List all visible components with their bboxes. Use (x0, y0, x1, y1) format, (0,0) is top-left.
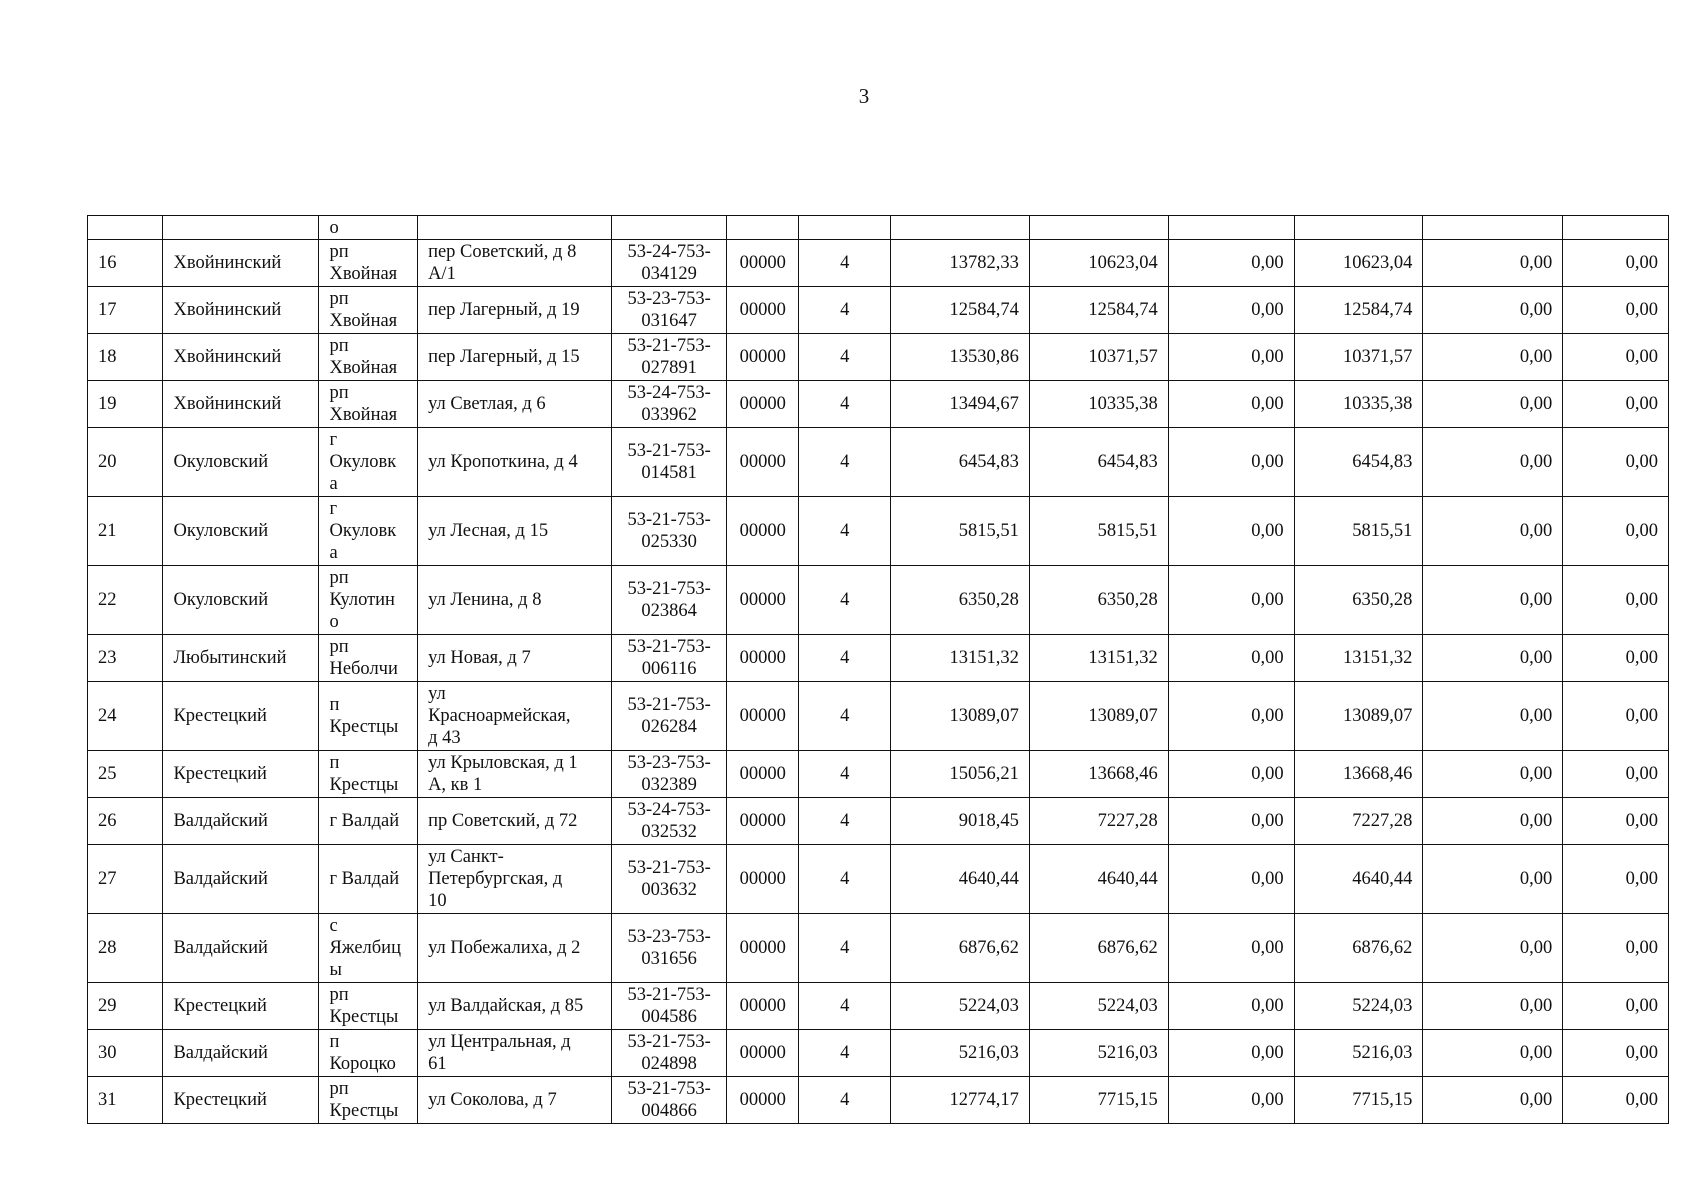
street-cell: ул Новая, д 7 (418, 635, 612, 682)
table-row (88, 682, 1669, 751)
row-number-cell: 19 (88, 381, 163, 428)
housing-table (87, 215, 1669, 1124)
amount-cell-3: 0,00 (1168, 428, 1294, 497)
amount-cell-6: 0,00 (1563, 497, 1669, 566)
table-row (88, 287, 1669, 334)
locality-cell: рп Крестцы (319, 1077, 418, 1124)
cadastral-number-cell: 53-21-753- 004586 (612, 983, 727, 1030)
row-number-cell: 16 (88, 240, 163, 287)
amount-cell-2: 13151,32 (1029, 635, 1168, 682)
street-cell: ул Ленина, д 8 (418, 566, 612, 635)
table-row (88, 1030, 1669, 1077)
cadastral-number-cell: 53-21-753- 003632 (612, 845, 727, 914)
row-number-cell: 26 (88, 798, 163, 845)
street-cell: пер Лагерный, д 15 (418, 334, 612, 381)
district-cell: Крестецкий (163, 751, 319, 798)
amount-cell-2: 10371,57 (1029, 334, 1168, 381)
amount-cell-1: 13151,32 (891, 635, 1030, 682)
amount-cell-4: 12584,74 (1294, 287, 1423, 334)
street-cell: ул Лесная, д 15 (418, 497, 612, 566)
amount-cell-1: 13530,86 (891, 334, 1030, 381)
amount-cell-2: 10335,38 (1029, 381, 1168, 428)
row-number-cell: 28 (88, 914, 163, 983)
category-cell: 4 (799, 635, 891, 682)
code-cell: 00000 (727, 497, 799, 566)
amount-cell-4: 10623,04 (1294, 240, 1423, 287)
cadastral-number-cell: 53-21-753- 004866 (612, 1077, 727, 1124)
category-cell: 4 (799, 983, 891, 1030)
row-number-cell: 21 (88, 497, 163, 566)
street-cell: ул Санкт- Петербургская, д 10 (418, 845, 612, 914)
amount-cell-3: 0,00 (1168, 682, 1294, 751)
amount-cell-5: 0,00 (1423, 845, 1563, 914)
amount-cell-5: 0,00 (1423, 1030, 1563, 1077)
amount-cell-2: 5216,03 (1029, 1030, 1168, 1077)
code-cell: 00000 (727, 428, 799, 497)
category-cell: 4 (799, 287, 891, 334)
district-cell: Хвойнинский (163, 240, 319, 287)
amount-cell-1: 4640,44 (891, 845, 1030, 914)
amount-cell-3: 0,00 (1168, 751, 1294, 798)
amount-cell-1: 6454,83 (891, 428, 1030, 497)
category-cell: 4 (799, 428, 891, 497)
amount-cell-1: 9018,45 (891, 798, 1030, 845)
cadastral-number-cell: 53-24-753- 034129 (612, 240, 727, 287)
amount-cell-5: 0,00 (1423, 428, 1563, 497)
amount-cell-1: 5216,03 (891, 1030, 1030, 1077)
locality-cell: г Окуловк а (319, 497, 418, 566)
street-cell: ул Красноармейская, д 43 (418, 682, 612, 751)
amount-cell-5: 0,00 (1423, 381, 1563, 428)
locality-cell: рп Неболчи (319, 635, 418, 682)
category-cell: 4 (799, 1077, 891, 1124)
amount-cell-4: 13668,46 (1294, 751, 1423, 798)
category-cell: 4 (799, 1030, 891, 1077)
amount-cell-4: 5224,03 (1294, 983, 1423, 1030)
amount-cell-3: 0,00 (1168, 497, 1294, 566)
code-cell: 00000 (727, 381, 799, 428)
locality-cell: о (319, 216, 418, 240)
amount-cell-3: 0,00 (1168, 240, 1294, 287)
amount-cell-2: 7227,28 (1029, 798, 1168, 845)
cadastral-number-cell: 53-21-753- 023864 (612, 566, 727, 635)
row-number-cell: 31 (88, 1077, 163, 1124)
district-cell: Окуловский (163, 497, 319, 566)
street-cell: ул Кропоткина, д 4 (418, 428, 612, 497)
district-cell: Хвойнинский (163, 287, 319, 334)
amount-cell-4: 6350,28 (1294, 566, 1423, 635)
amount-cell-3: 0,00 (1168, 566, 1294, 635)
district-cell: Окуловский (163, 428, 319, 497)
street-cell: ул Центральная, д 61 (418, 1030, 612, 1077)
code-cell: 00000 (727, 798, 799, 845)
amount-cell-5: 0,00 (1423, 682, 1563, 751)
row-number-cell: 22 (88, 566, 163, 635)
amount-cell-3: 0,00 (1168, 381, 1294, 428)
amount-cell-4: 10335,38 (1294, 381, 1423, 428)
locality-cell: рп Хвойная (319, 240, 418, 287)
amount-cell-5: 0,00 (1423, 635, 1563, 682)
cadastral-number-cell: 53-23-753- 032389 (612, 751, 727, 798)
row-number-cell: 29 (88, 983, 163, 1030)
amount-cell-6: 0,00 (1563, 751, 1669, 798)
cadastral-number-cell: 53-21-753- 014581 (612, 428, 727, 497)
amount-cell-6: 0,00 (1563, 428, 1669, 497)
code-cell: 00000 (727, 287, 799, 334)
amount-cell-6: 0,00 (1563, 1077, 1669, 1124)
amount-cell-5: 0,00 (1423, 566, 1563, 635)
amount-cell-2: 6350,28 (1029, 566, 1168, 635)
amount-cell-6: 0,00 (1563, 240, 1669, 287)
locality-cell: п Крестцы (319, 751, 418, 798)
code-cell: 00000 (727, 983, 799, 1030)
amount-cell-6: 0,00 (1563, 381, 1669, 428)
street-cell: пр Советский, д 72 (418, 798, 612, 845)
category-cell: 4 (799, 240, 891, 287)
category-cell: 4 (799, 798, 891, 845)
row-number-cell: 18 (88, 334, 163, 381)
district-cell: Окуловский (163, 566, 319, 635)
amount-cell-3: 0,00 (1168, 914, 1294, 983)
street-cell: пер Советский, д 8 А/1 (418, 240, 612, 287)
locality-cell: г Валдай (319, 845, 418, 914)
code-cell: 00000 (727, 845, 799, 914)
street-cell: ул Побежалиха, д 2 (418, 914, 612, 983)
amount-cell-4: 6454,83 (1294, 428, 1423, 497)
locality-cell: г Валдай (319, 798, 418, 845)
code-cell: 00000 (727, 240, 799, 287)
district-cell: Хвойнинский (163, 334, 319, 381)
category-cell: 4 (799, 845, 891, 914)
amount-cell-2: 7715,15 (1029, 1077, 1168, 1124)
cadastral-number-cell: 53-24-753- 032532 (612, 798, 727, 845)
locality-cell: с Яжелбиц ы (319, 914, 418, 983)
table-body (88, 216, 1669, 1124)
amount-cell-3: 0,00 (1168, 1030, 1294, 1077)
table-row (88, 914, 1669, 983)
locality-cell: рп Хвойная (319, 334, 418, 381)
row-number-cell: 20 (88, 428, 163, 497)
amount-cell-6: 0,00 (1563, 983, 1669, 1030)
row-number-cell: 30 (88, 1030, 163, 1077)
cadastral-number-cell: 53-21-753- 026284 (612, 682, 727, 751)
category-cell: 4 (799, 682, 891, 751)
code-cell: 00000 (727, 1077, 799, 1124)
amount-cell-1: 13494,67 (891, 381, 1030, 428)
district-cell: Валдайский (163, 845, 319, 914)
amount-cell-5: 0,00 (1423, 497, 1563, 566)
amount-cell-4: 5815,51 (1294, 497, 1423, 566)
locality-cell: п Короцко (319, 1030, 418, 1077)
row-number-cell: 23 (88, 635, 163, 682)
amount-cell-3: 0,00 (1168, 287, 1294, 334)
amount-cell-3: 0,00 (1168, 983, 1294, 1030)
row-number-cell: 24 (88, 682, 163, 751)
district-cell: Любытинский (163, 635, 319, 682)
category-cell: 4 (799, 914, 891, 983)
row-number-cell: 17 (88, 287, 163, 334)
district-cell: Валдайский (163, 798, 319, 845)
district-cell: Крестецкий (163, 1077, 319, 1124)
street-cell: пер Лагерный, д 19 (418, 287, 612, 334)
cadastral-number-cell: 53-21-753- 027891 (612, 334, 727, 381)
amount-cell-4: 13151,32 (1294, 635, 1423, 682)
amount-cell-1: 13089,07 (891, 682, 1030, 751)
cadastral-number-cell: 53-21-753- 024898 (612, 1030, 727, 1077)
street-cell: ул Валдайская, д 85 (418, 983, 612, 1030)
amount-cell-1: 5815,51 (891, 497, 1030, 566)
amount-cell-6: 0,00 (1563, 287, 1669, 334)
code-cell: 00000 (727, 635, 799, 682)
category-cell: 4 (799, 381, 891, 428)
amount-cell-2: 13668,46 (1029, 751, 1168, 798)
amount-cell-1: 13782,33 (891, 240, 1030, 287)
locality-cell: рп Хвойная (319, 381, 418, 428)
district-cell: Валдайский (163, 914, 319, 983)
cadastral-number-cell: 53-24-753- 033962 (612, 381, 727, 428)
amount-cell-4: 4640,44 (1294, 845, 1423, 914)
street-cell: ул Крыловская, д 1 А, кв 1 (418, 751, 612, 798)
amount-cell-2: 6454,83 (1029, 428, 1168, 497)
table-row (88, 845, 1669, 914)
amount-cell-4: 5216,03 (1294, 1030, 1423, 1077)
amount-cell-2: 4640,44 (1029, 845, 1168, 914)
code-cell: 00000 (727, 751, 799, 798)
district-cell: Крестецкий (163, 983, 319, 1030)
table-row (88, 381, 1669, 428)
cadastral-number-cell: 53-23-753- 031656 (612, 914, 727, 983)
amount-cell-5: 0,00 (1423, 240, 1563, 287)
amount-cell-6: 0,00 (1563, 798, 1669, 845)
row-number-cell: 25 (88, 751, 163, 798)
cadastral-number-cell: 53-23-753- 031647 (612, 287, 727, 334)
cadastral-number-cell: 53-21-753- 025330 (612, 497, 727, 566)
code-cell: 00000 (727, 566, 799, 635)
locality-cell: п Крестцы (319, 682, 418, 751)
amount-cell-4: 7227,28 (1294, 798, 1423, 845)
table-row (88, 566, 1669, 635)
continuation-row (88, 216, 1669, 240)
amount-cell-1: 12584,74 (891, 287, 1030, 334)
code-cell: 00000 (727, 914, 799, 983)
amount-cell-1: 6876,62 (891, 914, 1030, 983)
amount-cell-6: 0,00 (1563, 1030, 1669, 1077)
table-row (88, 798, 1669, 845)
cadastral-number-cell: 53-21-753- 006116 (612, 635, 727, 682)
amount-cell-4: 6876,62 (1294, 914, 1423, 983)
table-row (88, 428, 1669, 497)
amount-cell-5: 0,00 (1423, 798, 1563, 845)
amount-cell-6: 0,00 (1563, 635, 1669, 682)
category-cell: 4 (799, 566, 891, 635)
amount-cell-2: 10623,04 (1029, 240, 1168, 287)
table-row (88, 497, 1669, 566)
code-cell: 00000 (727, 334, 799, 381)
amount-cell-4: 7715,15 (1294, 1077, 1423, 1124)
district-cell: Хвойнинский (163, 381, 319, 428)
category-cell: 4 (799, 334, 891, 381)
amount-cell-4: 13089,07 (1294, 682, 1423, 751)
amount-cell-2: 13089,07 (1029, 682, 1168, 751)
table-row (88, 983, 1669, 1030)
locality-cell: г Окуловк а (319, 428, 418, 497)
locality-cell: рп Крестцы (319, 983, 418, 1030)
amount-cell-5: 0,00 (1423, 751, 1563, 798)
amount-cell-1: 5224,03 (891, 983, 1030, 1030)
table-row (88, 1077, 1669, 1124)
amount-cell-3: 0,00 (1168, 334, 1294, 381)
amount-cell-3: 0,00 (1168, 845, 1294, 914)
amount-cell-1: 6350,28 (891, 566, 1030, 635)
amount-cell-6: 0,00 (1563, 845, 1669, 914)
amount-cell-3: 0,00 (1168, 798, 1294, 845)
amount-cell-2: 5815,51 (1029, 497, 1168, 566)
amount-cell-2: 6876,62 (1029, 914, 1168, 983)
row-number-cell: 27 (88, 845, 163, 914)
district-cell: Крестецкий (163, 682, 319, 751)
amount-cell-5: 0,00 (1423, 914, 1563, 983)
category-cell: 4 (799, 497, 891, 566)
amount-cell-2: 5224,03 (1029, 983, 1168, 1030)
street-cell: ул Светлая, д 6 (418, 381, 612, 428)
amount-cell-5: 0,00 (1423, 334, 1563, 381)
amount-cell-6: 0,00 (1563, 566, 1669, 635)
locality-cell: рп Кулотин о (319, 566, 418, 635)
amount-cell-1: 15056,21 (891, 751, 1030, 798)
street-cell: ул Соколова, д 7 (418, 1077, 612, 1124)
amount-cell-2: 12584,74 (1029, 287, 1168, 334)
amount-cell-4: 10371,57 (1294, 334, 1423, 381)
district-cell: Валдайский (163, 1030, 319, 1077)
table-row (88, 751, 1669, 798)
amount-cell-5: 0,00 (1423, 1077, 1563, 1124)
code-cell: 00000 (727, 1030, 799, 1077)
code-cell: 00000 (727, 682, 799, 751)
amount-cell-3: 0,00 (1168, 1077, 1294, 1124)
category-cell: 4 (799, 751, 891, 798)
amount-cell-6: 0,00 (1563, 682, 1669, 751)
amount-cell-5: 0,00 (1423, 983, 1563, 1030)
page-number: 3 (858, 84, 870, 108)
amount-cell-5: 0,00 (1423, 287, 1563, 334)
amount-cell-1: 12774,17 (891, 1077, 1030, 1124)
table-row (88, 334, 1669, 381)
amount-cell-3: 0,00 (1168, 635, 1294, 682)
amount-cell-6: 0,00 (1563, 914, 1669, 983)
table-row (88, 240, 1669, 287)
table-row (88, 635, 1669, 682)
amount-cell-6: 0,00 (1563, 334, 1669, 381)
locality-cell: рп Хвойная (319, 287, 418, 334)
